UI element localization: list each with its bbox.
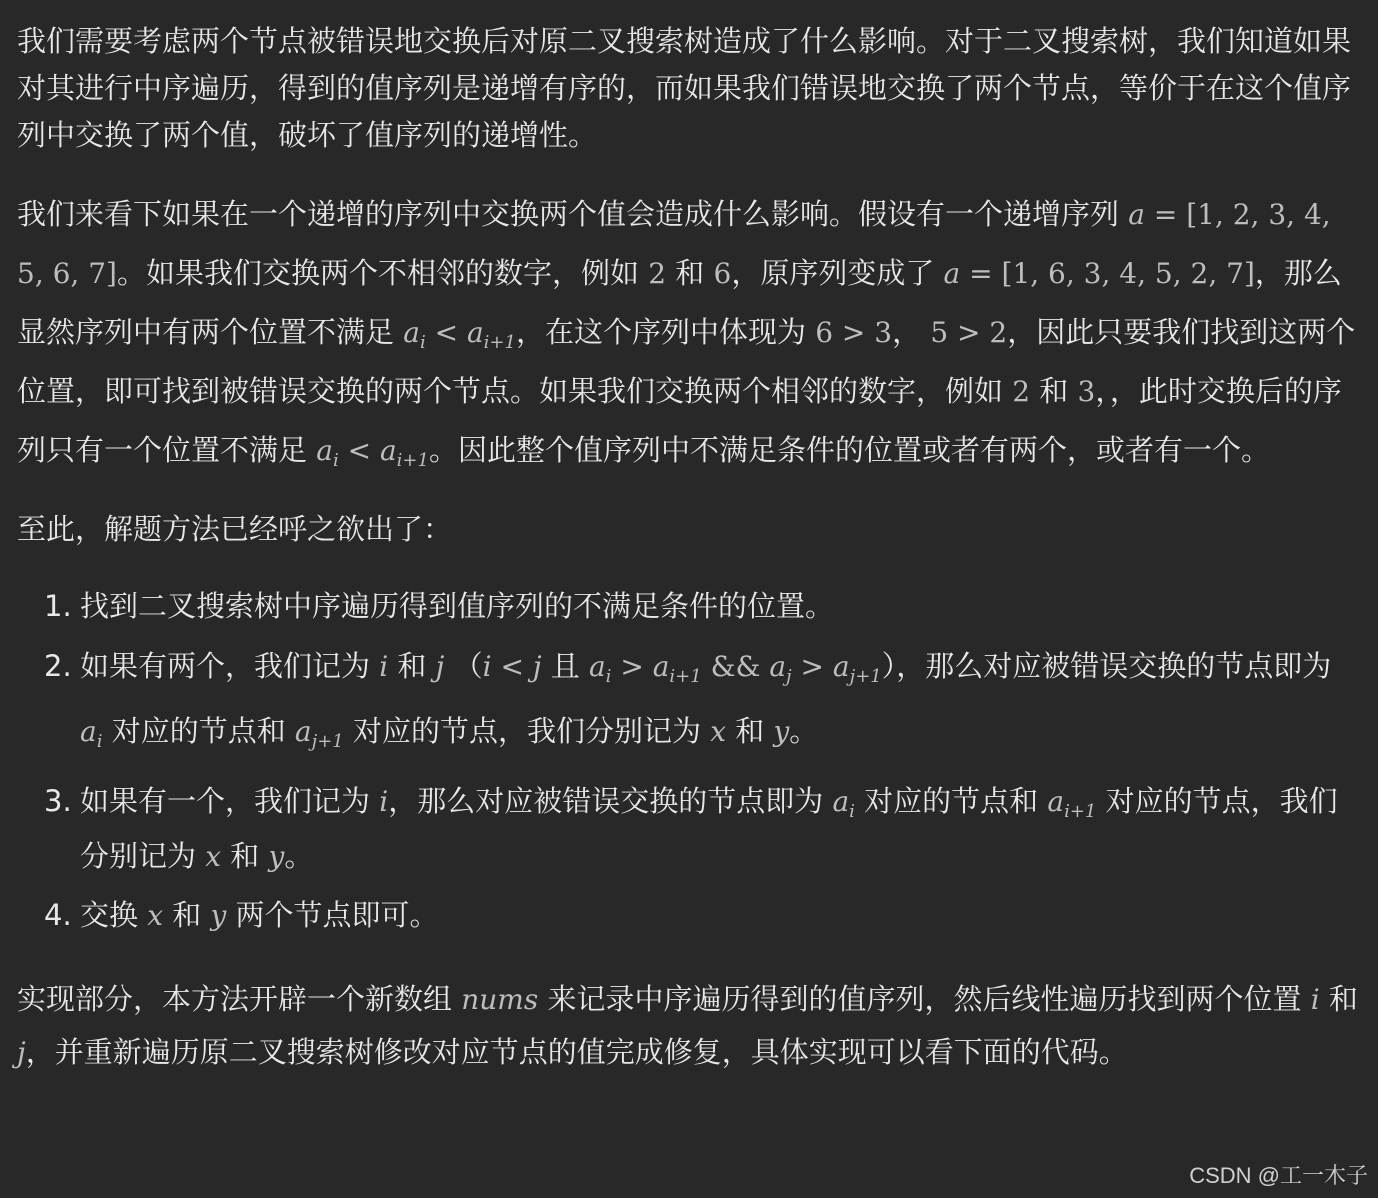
text: ，因此只要我们找到这两个位置，即可找到被错误交换的两个节点。如果我们交换两个相邻的数字，例如 — [17, 315, 1356, 408]
list-number: 2. — [44, 649, 72, 683]
math-ai1: $a_{i+1}$ — [1047, 785, 1097, 822]
text: 我们来看下如果在一个递增的序列中交换两个值会造成什么影响。假设有一个递增序列 — [17, 197, 1120, 231]
paragraph-intro — [17, 18, 1362, 159]
text: ， — [1095, 374, 1110, 408]
math-i: i — [1310, 983, 1320, 1016]
csdn-watermark: CSDN @工一木子 — [1189, 1163, 1368, 1188]
text: 且 — [550, 649, 580, 683]
math-a: a = [1, 2, 3, 4, 5, 6, 7] — [17, 198, 1331, 290]
list-item — [17, 888, 1362, 943]
math-aj1: $a_{j+1}$ — [294, 715, 344, 752]
list-number: 3. — [44, 784, 72, 818]
math-6: 6 — [713, 257, 732, 290]
text: 。 — [789, 714, 819, 748]
text: 和 — [1328, 982, 1358, 1016]
math-ai-lt-ai1: $a_i < a_{i+1}$ — [316, 434, 429, 471]
text: 和 — [172, 898, 202, 932]
text: ，原序列变成了 — [731, 256, 935, 290]
math-a-swapped: a = [1, 6, 3, 4, 5, 2, 7] — [943, 257, 1255, 290]
math-3: 3 — [1077, 375, 1096, 408]
math-ai: $a_i$ — [832, 785, 855, 822]
text: 。 — [284, 839, 314, 873]
math-i: i — [379, 650, 389, 683]
math-y: y — [268, 840, 285, 873]
paragraph-example — [17, 185, 1362, 480]
list-number: 4. — [44, 898, 72, 932]
math-x: x — [147, 899, 164, 932]
math-ai-lt-ai1: $a_i < a_{i+1}$ — [403, 316, 516, 353]
text: 和 — [230, 839, 260, 873]
math-i: i — [379, 785, 389, 818]
text: 对应的节点和 — [864, 784, 1039, 818]
math-i-lt-j: i < j — [482, 650, 542, 683]
text: 和 — [675, 256, 705, 290]
math-6-gt-3: 6 > 3 — [815, 316, 893, 349]
text: ，在这个序列中体现为 — [515, 315, 806, 349]
list-item — [17, 774, 1362, 884]
text: ，那么显然序列中有两个位置不满足 — [17, 256, 1342, 349]
math-condition: $a_i > a_{i+1}$ && $a_j > a_{j+1}$ — [588, 650, 882, 687]
text: ，那么对应被错误交换的节点即为 — [388, 784, 824, 818]
list-item — [17, 634, 1362, 764]
math-5-gt-2: 5 > 2 — [930, 316, 1008, 349]
text: ， — [892, 315, 922, 349]
intro-text: 我们需要考虑两个节点被错误地交换后对原二叉搜索树造成了什么影响。对于二叉搜索树，我们知道如果对其进行中序遍历，得到的值序列是递增有序的，而如果我们错误地交换了两个节点，等价于在这个值序列中交换了两个值，破坏了值序列的递增性。 — [17, 24, 1352, 152]
text: （ — [453, 649, 483, 683]
text: 。因此整个值序列中不满足条件的位置或者有两个，或者有一个。 — [428, 433, 1270, 467]
list-number: 1. — [44, 589, 72, 623]
math-nums: nums — [461, 983, 539, 1016]
paragraph-method — [17, 506, 1362, 553]
text: 和 — [735, 714, 765, 748]
text: 实现部分，本方法开辟一个新数组 — [17, 982, 453, 1016]
text: ），那么对应被错误交换的节点即为 — [881, 649, 1332, 683]
math-y: y — [210, 899, 227, 932]
math-2: 2 — [1012, 375, 1031, 408]
math-x: x — [205, 840, 222, 873]
text: 至此，解题方法已经呼之欲出了： — [17, 512, 453, 546]
text: 。如果我们交换两个不相邻的数字，例如 — [116, 256, 639, 290]
text: ，此时交换后的序列只有一个位置不满足 — [17, 374, 1342, 467]
math-j: j — [17, 1036, 26, 1069]
text: 如果有一个，我们记为 — [80, 784, 371, 818]
math-j: j — [435, 650, 445, 683]
text: 找到二叉搜索树中序遍历得到值序列的不满足条件的位置。 — [80, 589, 835, 623]
math-ai: $a_i$ — [80, 715, 103, 752]
text: 对应的节点和 — [111, 714, 286, 748]
text: 交换 — [80, 898, 139, 932]
text: ，并重新遍历原二叉搜索树修改对应节点的值完成修复，具体实现可以看下面的代码。 — [25, 1035, 1128, 1069]
math-x: x — [710, 715, 726, 748]
text: 对应的节点，我们分别记为 — [80, 784, 1338, 873]
steps-list — [17, 583, 1362, 943]
text: 来记录中序遍历得到的值序列，然后线性遍历找到两个位置 — [547, 982, 1302, 1016]
math-y: y — [773, 715, 790, 748]
paragraph-implementation — [17, 973, 1362, 1079]
math-2: 2 — [648, 257, 667, 290]
article-body — [17, 18, 1362, 1079]
text: 如果有两个，我们记为 — [80, 649, 371, 683]
text: 对应的节点，我们分别记为 — [352, 714, 701, 748]
text: 和 — [397, 649, 427, 683]
text: 两个节点即可。 — [235, 898, 439, 932]
text: 和 — [1039, 374, 1069, 408]
list-item — [17, 583, 1362, 630]
